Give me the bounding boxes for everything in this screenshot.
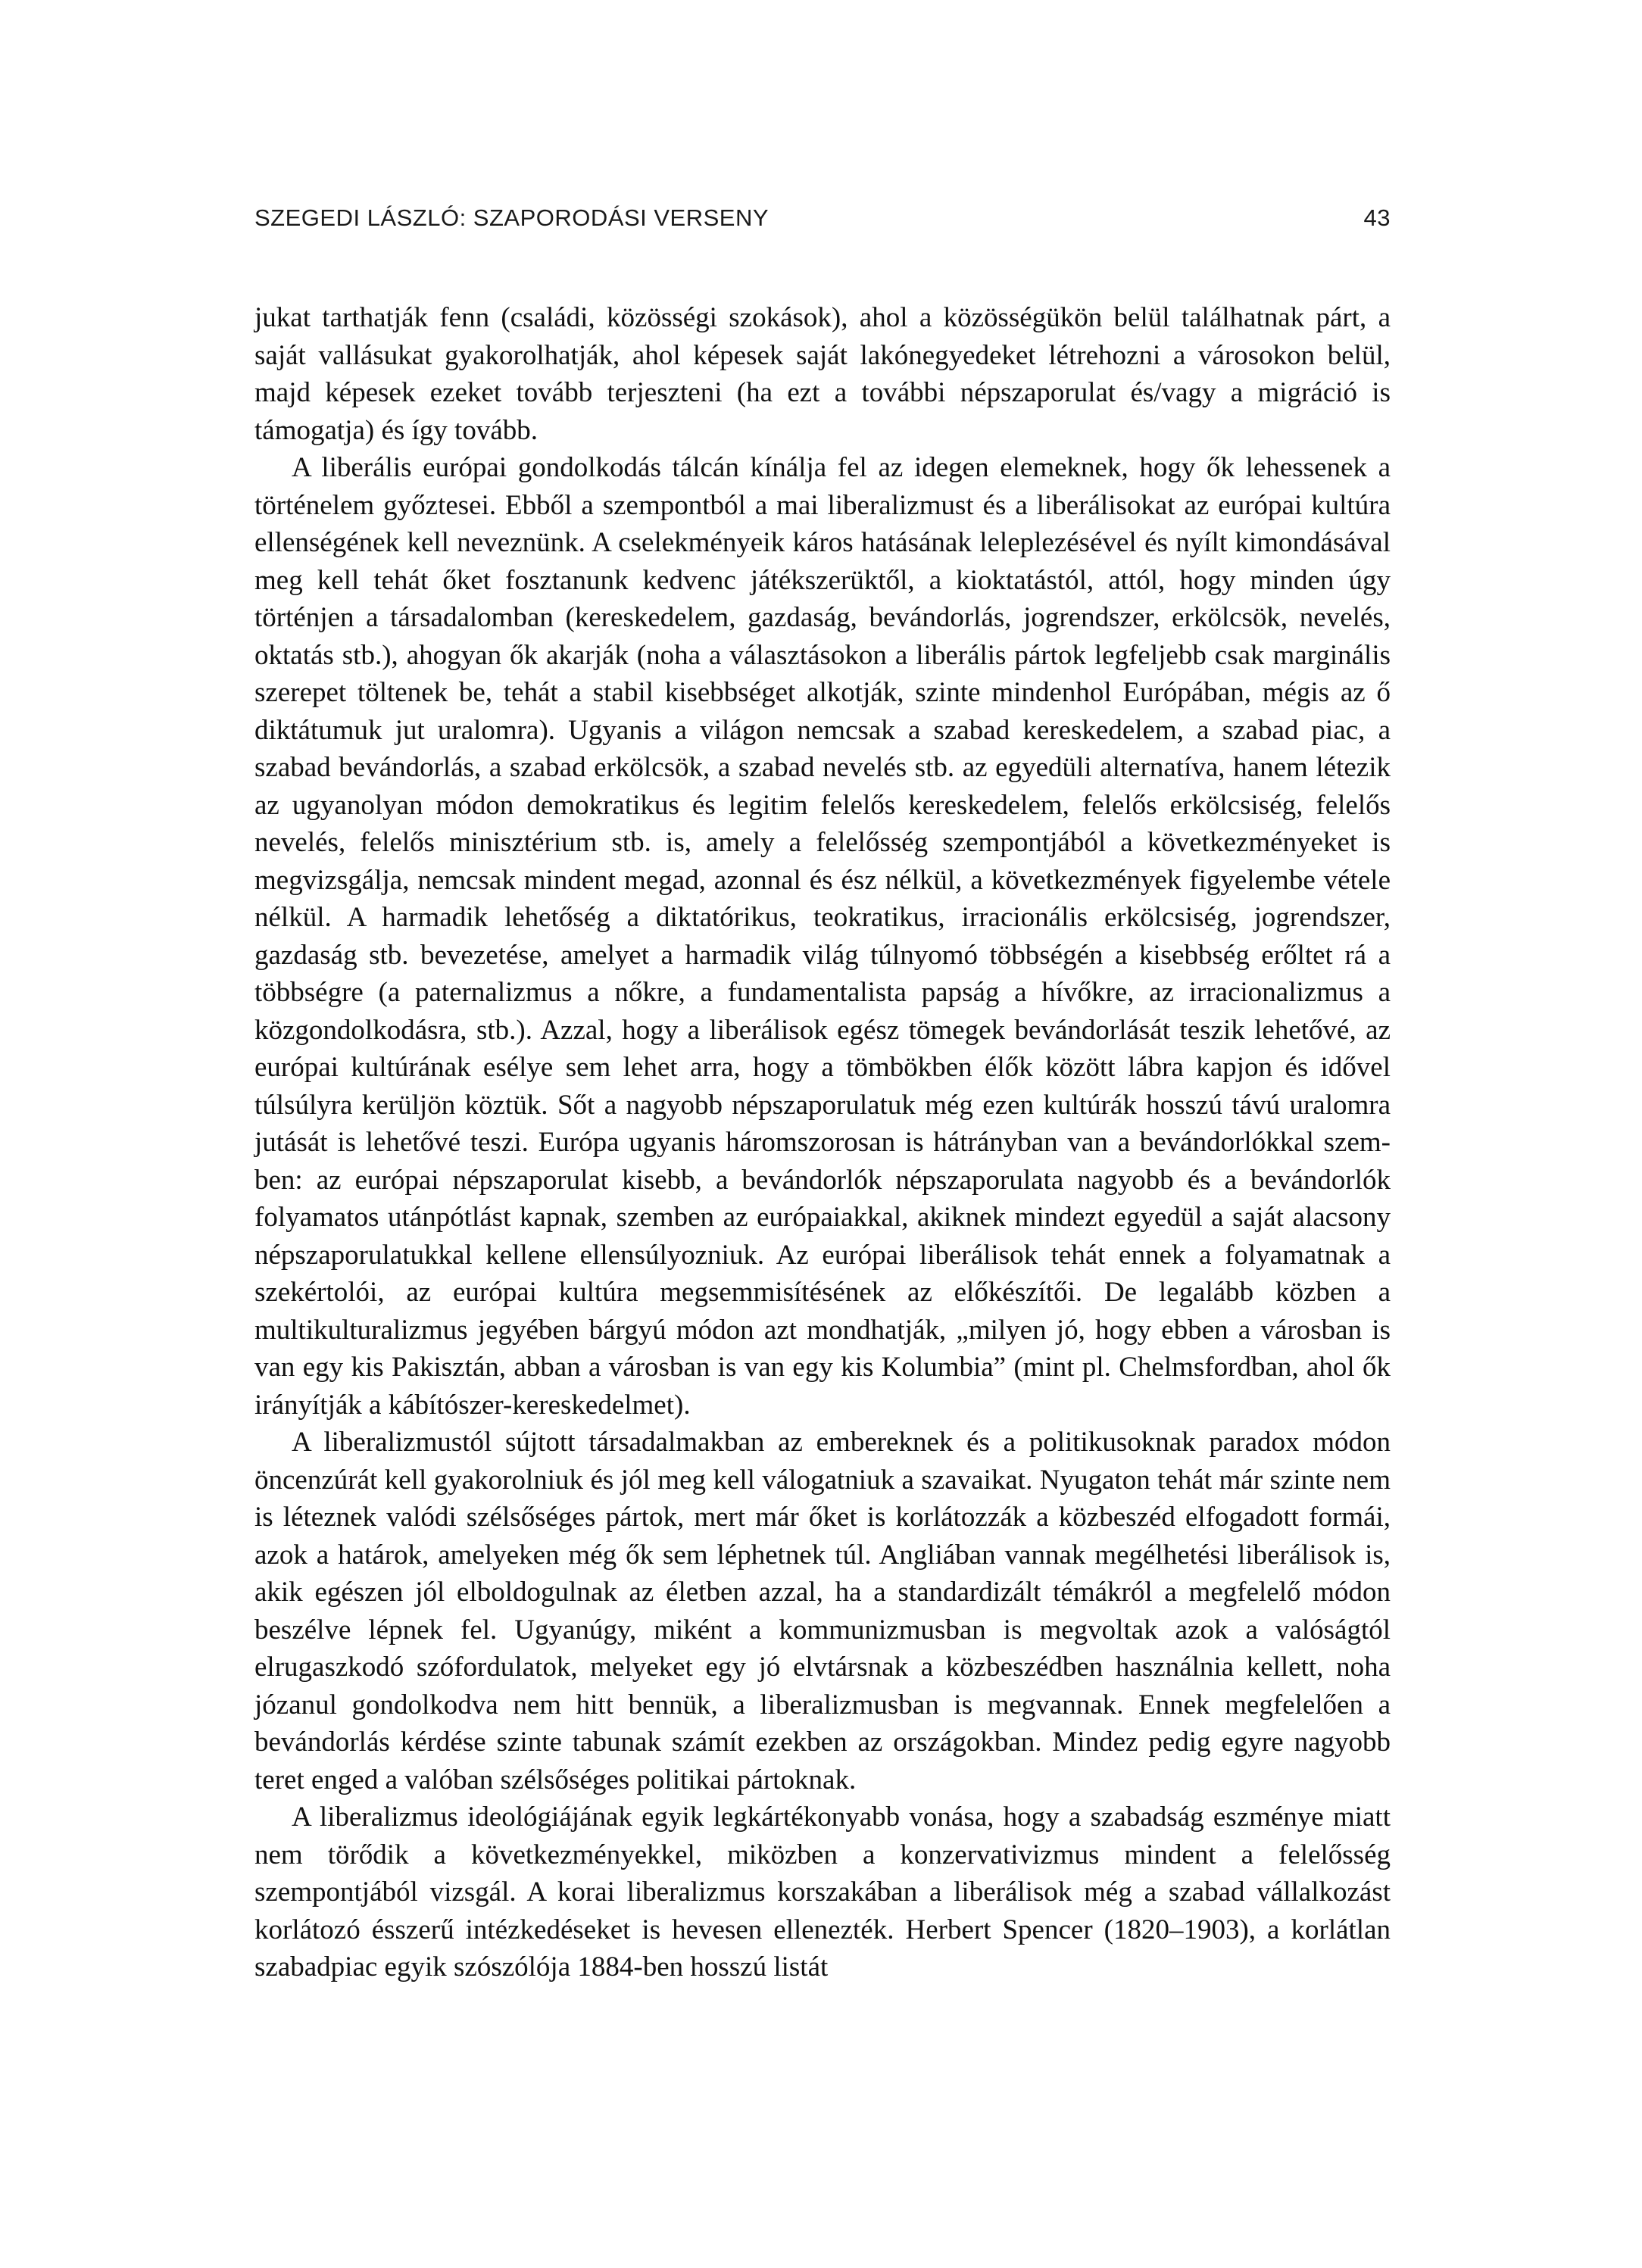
page-number: 43	[1363, 204, 1391, 231]
running-title: SZEGEDI LÁSZLÓ: SZAPORODÁSI VERSENY	[254, 204, 769, 231]
paragraph: A liberalizmustól sújtott társadalmakban az embereknek és a politikusoknak paradox módon öncenzúrát kell gyakorolniuk és jól meg kell válogatniuk a szavaikat. Nyugaton tehát már szinte nem is léteznek valódi szélsőséges pártok, mert már őket is korlátozzák a közbeszéd elfogadott formái, azok a határok, amelyeken még ők sem léphetnek túl. Angliában vannak megélhetési liberálisok is, akik egészen jól elboldogulnak az életben azzal, ha a standardizált témákról a megfelelő módon beszélve lépnek fel. Ugyanúgy, miként a kommunizmusban is megvoltak azok a valóságtól elrugaszkodó szófordulatok, melyeket egy jó elvtársnak a közbeszédben használnia kellett, noha józanul gondolkodva nem hitt bennük, a liberalizmusban is megvannak. Ennek megfelelően a bevándorlás kérdése szinte tabunak számít ezekben az országokban. Mindez pedig egyre nagyobb teret enged a valóban szélsőséges politikai pártoknak.	[254, 1427, 1391, 1795]
paragraph-continued: jukat tarthatják fenn (családi, közösségi szokások), ahol a közösségükön belül találhatnak párt, a saját vallásukat gyakorolhatják, ahol képesek saját lakónegyedeket létrehozni a városokon belül, majd képesek ezeket tovább terjeszteni (ha ezt a további népszaporulat és/vagy a migráció is támogatja) és így tovább.	[254, 302, 1391, 446]
paragraph: A liberális európai gondolkodás tálcán kínálja fel az idegen elemeknek, hogy ők lehessenek a történelem győztesei. Ebből a szempontból a mai liberalizmust és a liberálisokat az európai kultúra ellenségének kell neveznünk. A cselekményeik káros hatásának leleplezésével és nyílt kimondásával meg kell tehát őket fosztanunk kedvenc játékszerüktől, a kioktatástól, attól, hogy minden úgy történjen a társadalomban (kereskedelem, gazdaság, bevándorlás, jogrendszer, erkölcsök, nevelés, oktatás stb.), ahogyan ők akarják (noha a választásokon a liberális pártok legfeljebb csak marginális szerepet töltenek be, tehát a stabil kisebbséget alkotják, szinte mindenhol Európában, mégis az ő diktátumuk jut uralomra). Ugyanis a világon nemcsak a szabad kereskedelem, a szabad piac, a szabad bevándorlás, a szabad erkölcsök, a szabad nevelés stb. az egyedüli alternatíva, hanem létezik az ugyanolyan módon demokratikus és legitim felelős kereskedelem, felelős erkölcsiség, felelős nevelés, felelős minisztérium stb. is, amely a felelősség szempontjából a következményeket is megvizsgálja, nemcsak mindent megad, azonnal és ész nélkül, a következmények figyelembe vétele nélkül. A harmadik lehetőség a diktatórikus, teokratikus, irracionális erkölcsiség, jogrendszer, gazdaság stb. bevezetése, amelyet a harmadik világ túlnyomó többségén a kisebbség erőltet rá a többségre (a paternalizmus a nőkre, a fundamentalista papság a hívőkre, az irracionalizmus a közgondolkodásra, stb.). Azzal, hogy a liberálisok egész tömegek bevándorlását teszik lehetővé, az európai kultúrának esélye sem lehet arra, hogy a tömbökben élők között lábra kapjon és idővel túlsúlyra kerüljön köztük. Sőt a nagyobb népszaporulatuk még ezen kultúrák hosszú távú uralomra jutását is lehetővé teszi. Európa ugyanis háromszorosan is hátrányban van a bevándorlókkal szemben: az európai népszaporulat kisebb, a bevándorlók népszaporulata nagyobb és a bevándorlók folyamatos utánpótlást kapnak, szemben az európaiakkal, akiknek mindezt egyedül a saját alacsony népszaporulatukkal kellene ellensúlyozniuk. Az európai liberálisok tehát ennek a folyamatnak a szekértolói, az európai kultúra megsemmisítésének az előkészítői. De legalább közben a multikulturalizmus jegyében bárgyú módon azt mondhatják, „milyen jó, hogy ebben a városban is van egy kis Pakisztán, abban a városban is van egy kis Kolumbia” (mint pl. Chelmsfordban, ahol ők irányítják a kábítószer-kereskedelmet).	[254, 452, 1391, 1421]
body-text	[254, 299, 1391, 1986]
running-head	[254, 204, 1391, 242]
paragraph: A liberalizmus ideológiájának egyik legkártékonyabb vonása, hogy a szabadság eszménye miatt nem törődik a következményekkel, miközben a konzervativizmus mindent a felelősség szempontjából vizsgál. A korai liberalizmus korszakában a liberálisok még a szabad vállalkozást korlátozó ésszerű intézkedéseket is hevesen ellenezték. Herbert Spencer (1820–1903), a korlátlan szabadpiac egyik szószólója 1884-ben hosszú listát	[254, 1802, 1391, 1983]
